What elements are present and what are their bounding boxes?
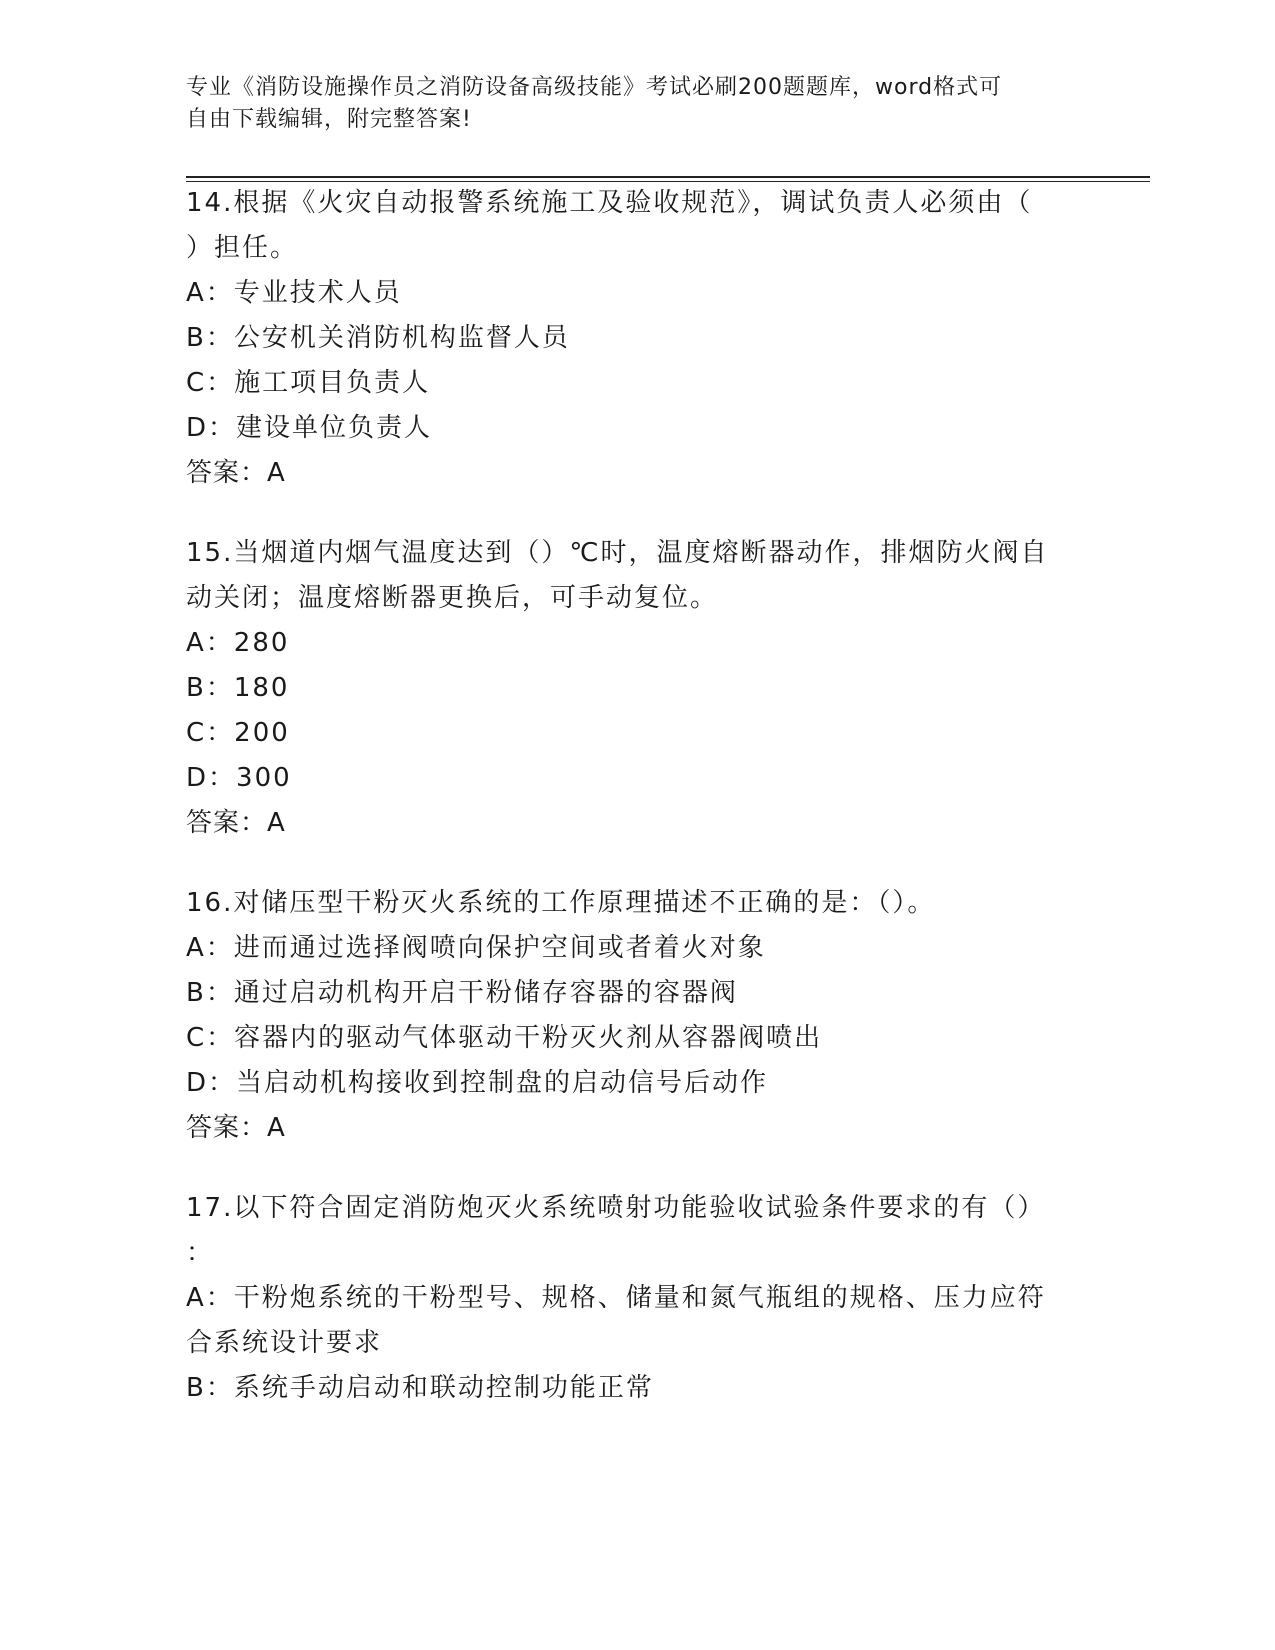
option-d: D：300 (186, 763, 292, 793)
question-14 (186, 181, 1086, 496)
option-c: C：容器内的驱动气体驱动干粉灭火剂从容器阀喷出 (186, 1023, 823, 1053)
option-d: D：当启动机构接收到控制盘的启动信号后动作 (186, 1068, 769, 1098)
header-divider-thick (186, 176, 1150, 178)
question-15 (186, 531, 1086, 846)
question-stem: 15.当烟道内烟气温度达到（）℃时，温度熔断器动作，排烟防火阀自 (186, 538, 1049, 568)
option-a: A：280 (186, 628, 290, 658)
document-header (186, 72, 1086, 136)
answer: 答案：A (186, 808, 286, 838)
question-stem: 动关闭；温度熔断器更换后，可手动复位。 (186, 583, 719, 613)
option-c: C：200 (186, 718, 290, 748)
answer: 答案：A (186, 1113, 286, 1143)
option-b: B：公安机关消防机构监督人员 (186, 323, 570, 353)
question-stem: ： (186, 1238, 215, 1268)
question-17 (186, 1186, 1086, 1411)
question-stem: 16.对储压型干粉灭火系统的工作原理描述不正确的是：（）。 (186, 888, 936, 918)
question-stem: 14.根据《火灾自动报警系统施工及验收规范》，调试负责人必须由（ (186, 188, 1033, 218)
question-16 (186, 881, 1086, 1151)
answer: 答案：A (186, 458, 286, 488)
option-a: A：专业技术人员 (186, 278, 402, 308)
option-a: A：进而通过选择阀喷向保护空间或者着火对象 (186, 933, 766, 963)
question-stem: 17.以下符合固定消防炮灭火系统喷射功能验收试验条件要求的有（） (186, 1193, 1046, 1223)
option-d: D：建设单位负责人 (186, 413, 433, 443)
option-b: B：系统手动启动和联动控制功能正常 (186, 1373, 654, 1403)
option-a: A：干粉炮系统的干粉型号、规格、储量和氮气瓶组的规格、压力应符 (186, 1283, 1046, 1313)
option-c: C：施工项目负责人 (186, 368, 431, 398)
option-b: B：通过启动机构开启干粉储存容器的容器阀 (186, 978, 738, 1008)
header-line-2: 自由下载编辑，附完整答案! (186, 107, 472, 132)
question-stem: ）担任。 (186, 233, 299, 263)
option-b: B：180 (186, 673, 290, 703)
option-a-continued: 合系统设计要求 (186, 1328, 383, 1358)
header-line-1: 专业《消防设施操作员之消防设备高级技能》考试必刷200题题库，word格式可 (186, 75, 1003, 100)
